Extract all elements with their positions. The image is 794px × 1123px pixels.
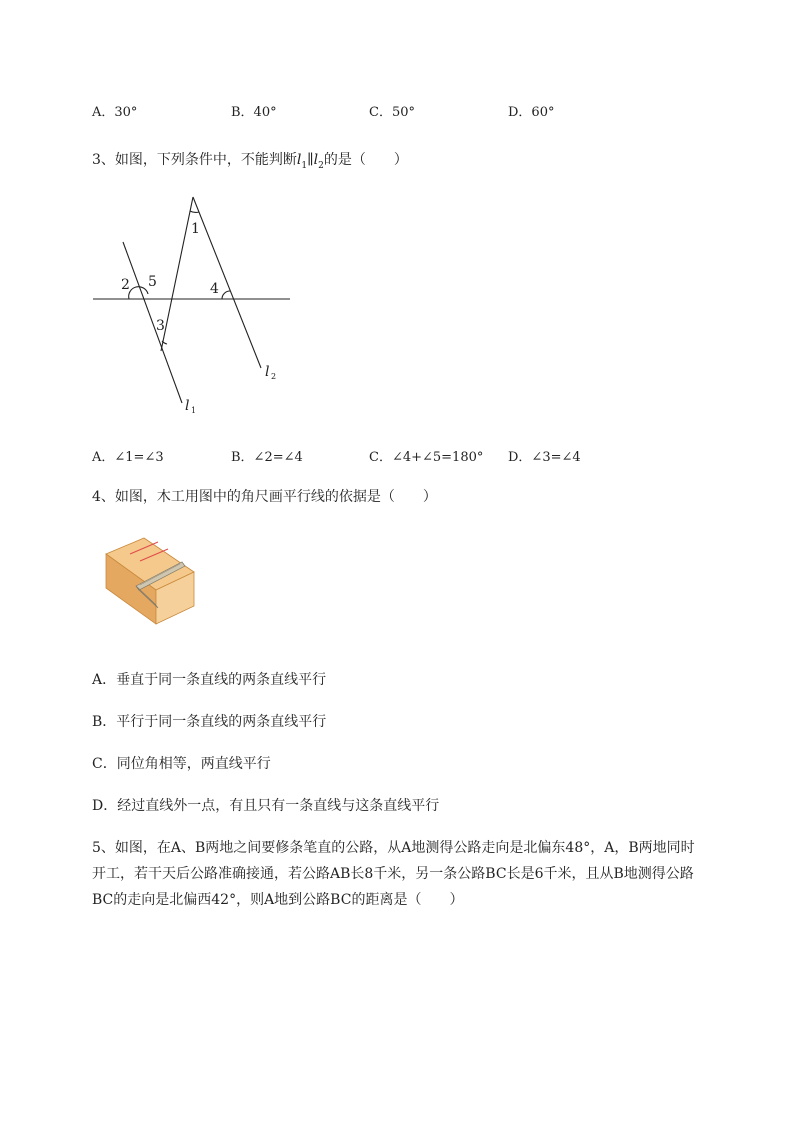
label-l1-sub: 1 xyxy=(191,406,197,415)
label-angle-5: 5 xyxy=(148,274,157,290)
label-angle-4: 4 xyxy=(210,281,219,297)
q3-option-a: A．∠1=∠3 xyxy=(92,450,164,465)
q3-stem-sub1: 1 xyxy=(301,160,308,171)
q3-stem-post: 的是（ ） xyxy=(323,152,408,168)
label-l1: l xyxy=(185,398,190,414)
q5-line-1: 5、如图，在A、B两地之间要修条笔直的公路，从A地测得公路走向是北偏东48°，A，B两地同时 xyxy=(92,840,695,856)
line-l1 xyxy=(123,242,182,403)
q3-stem-sub2: 2 xyxy=(318,160,324,171)
q4-option-c: C．同位角相等，两直线平行 xyxy=(92,756,271,772)
q5-line-3: BC的走向是北偏西42°，则A地到公路BC的距离是（ ） xyxy=(92,892,464,908)
q2-option-a: A．30° xyxy=(92,105,138,120)
q4-option-a: A．垂直于同一条直线的两条直线平行 xyxy=(92,672,327,688)
q3-geometry-figure xyxy=(88,190,298,420)
q2-option-b: B．40° xyxy=(231,105,277,120)
q4-stem: 4、如图，木工用图中的角尺画平行线的依据是（ ） xyxy=(92,489,437,505)
angle-arc-2-5 xyxy=(129,287,148,299)
q2-option-c: C．50° xyxy=(369,105,415,120)
q4-wood-block-figure xyxy=(100,532,210,634)
q3-option-d: D．∠3=∠4 xyxy=(508,450,581,465)
q5-line-2: 开工，若干天后公路准确接通，若公路AB长8千米，另一条公路BC长是6千米，且从B地测得公路 xyxy=(92,866,694,882)
q4-option-b: B．平行于同一条直线的两条直线平行 xyxy=(92,714,327,730)
angle-arc-1 xyxy=(190,211,199,212)
label-l2-sub: 2 xyxy=(271,372,277,381)
label-l2: l xyxy=(265,364,270,380)
label-angle-2: 2 xyxy=(121,277,130,293)
q2-option-d: D．60° xyxy=(508,105,555,120)
q3-stem-parallel: ∥ xyxy=(307,152,314,168)
transversal-left xyxy=(161,197,193,351)
q3-stem-l2: l xyxy=(313,152,319,168)
q3-stem xyxy=(92,149,408,171)
q3-option-b: B．∠2=∠4 xyxy=(231,450,303,465)
q3-stem-l1: l xyxy=(296,152,302,168)
q4-option-d: D．经过直线外一点，有且只有一条直线与这条直线平行 xyxy=(92,798,440,814)
line-l2 xyxy=(193,197,261,368)
q3-stem-pre: 3、如图，下列条件中，不能判断 xyxy=(92,152,297,168)
q3-option-c: C．∠4+∠5=180° xyxy=(369,450,484,465)
label-angle-3: 3 xyxy=(156,318,165,334)
label-angle-1: 1 xyxy=(191,221,200,237)
angle-arc-4 xyxy=(222,291,230,299)
